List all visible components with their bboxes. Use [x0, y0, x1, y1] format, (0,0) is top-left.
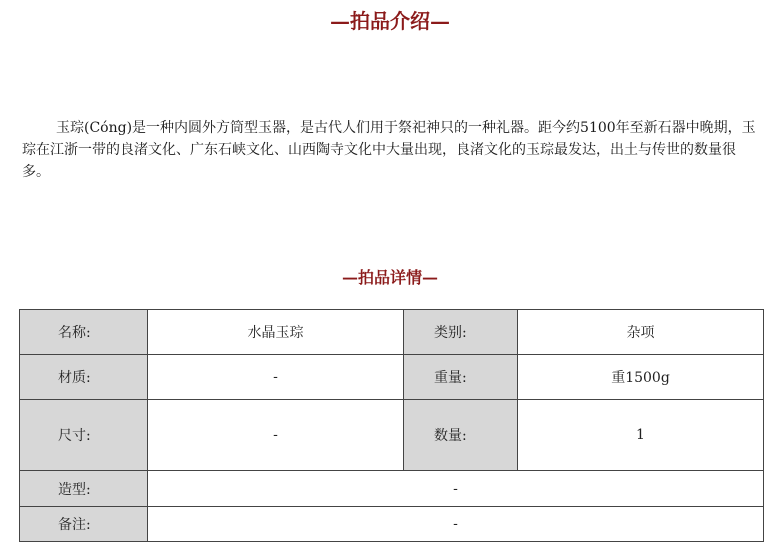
size-value: - — [148, 400, 404, 471]
weight-label: 重量: — [404, 355, 518, 400]
table-row — [20, 471, 764, 507]
table-row — [20, 507, 764, 542]
notes-value: - — [148, 507, 764, 542]
shape-value: - — [148, 471, 764, 507]
table-row — [20, 355, 764, 400]
material-label: 材质: — [20, 355, 148, 400]
weight-value: 重1500g — [518, 355, 764, 400]
intro-section-title: —拍品介绍— — [330, 9, 450, 33]
quantity-label: 数量: — [404, 400, 518, 471]
details-table — [19, 309, 764, 542]
notes-label: 备注: — [20, 507, 148, 542]
details-section-title: —拍品详情— — [341, 268, 438, 287]
quantity-value: 1 — [518, 400, 764, 471]
name-value: 水晶玉琮 — [148, 310, 404, 355]
category-value: 杂项 — [518, 310, 764, 355]
table-row — [20, 310, 764, 355]
shape-label: 造型: — [20, 471, 148, 507]
material-value: - — [148, 355, 404, 400]
intro-description: 玉琮(Cóng)是一种内圆外方筒型玉器，是古代人们用于祭祀神只的一种礼器。距今约5100年至新石器中晚期，玉琮在江浙一带的良渚文化、广东石峡文化、山西陶寺文化中大量出现，良渚文化的玉琮最发达，出土与传世的数量很多。 — [22, 120, 756, 180]
size-label: 尺寸: — [20, 400, 148, 471]
name-label: 名称: — [20, 310, 148, 355]
category-label: 类别: — [404, 310, 518, 355]
table-row — [20, 400, 764, 471]
